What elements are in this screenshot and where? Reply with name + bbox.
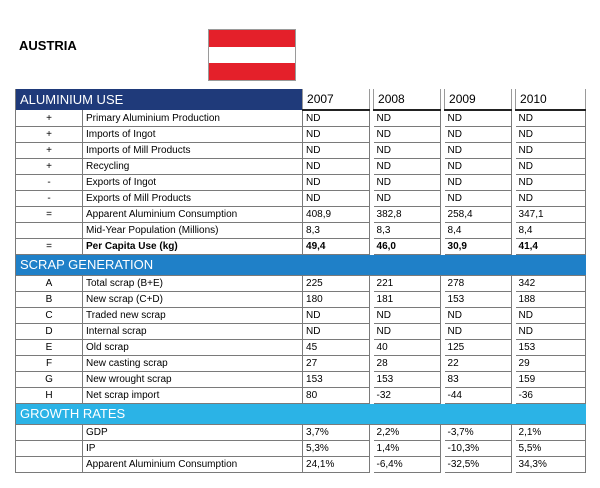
- row-label: Total scrap (B+E): [83, 276, 303, 292]
- value-cell: 225: [303, 276, 370, 292]
- value-cell: 5,5%: [516, 441, 586, 457]
- value-cell: ND: [445, 308, 512, 324]
- value-cell: 408,9: [303, 207, 370, 223]
- value-cell: ND: [303, 143, 370, 159]
- value-cell: ND: [374, 143, 441, 159]
- value-cell: 46,0: [374, 239, 441, 255]
- table-row: [16, 127, 586, 143]
- row-label: Internal scrap: [83, 324, 303, 340]
- row-label: Apparent Aluminium Consumption: [83, 457, 303, 473]
- value-cell: ND: [445, 110, 512, 127]
- value-cell: 24,1%: [303, 457, 370, 473]
- row-symbol: A: [16, 276, 83, 292]
- value-cell: 347,1: [516, 207, 586, 223]
- row-label: Net scrap import: [83, 388, 303, 404]
- row-label: Exports of Mill Products: [83, 191, 303, 207]
- row-label: Old scrap: [83, 340, 303, 356]
- value-cell: ND: [516, 159, 586, 175]
- value-cell: ND: [516, 143, 586, 159]
- value-cell: 2,1%: [516, 425, 586, 441]
- value-cell: 45: [303, 340, 370, 356]
- row-label: Traded new scrap: [83, 308, 303, 324]
- table-row: [16, 356, 586, 372]
- value-cell: 278: [445, 276, 512, 292]
- row-symbol: D: [16, 324, 83, 340]
- value-cell: 28: [374, 356, 441, 372]
- value-cell: 159: [516, 372, 586, 388]
- value-cell: 125: [445, 340, 512, 356]
- value-cell: -3,7%: [445, 425, 512, 441]
- value-cell: ND: [303, 127, 370, 143]
- value-cell: 1,4%: [374, 441, 441, 457]
- value-cell: ND: [516, 308, 586, 324]
- value-cell: ND: [374, 324, 441, 340]
- row-label: Apparent Aluminium Consumption: [83, 207, 303, 223]
- table-row: [16, 175, 586, 191]
- value-cell: 49,4: [303, 239, 370, 255]
- value-cell: 41,4: [516, 239, 586, 255]
- austria-flag-icon: [208, 29, 296, 81]
- row-label: New scrap (C+D): [83, 292, 303, 308]
- table-row: [16, 276, 586, 292]
- section-title: GROWTH RATES: [16, 404, 586, 425]
- value-cell: 27: [303, 356, 370, 372]
- value-cell: 2,2%: [374, 425, 441, 441]
- value-cell: 153: [445, 292, 512, 308]
- value-cell: 3,7%: [303, 425, 370, 441]
- year-header: 2009: [445, 89, 512, 110]
- row-label: Primary Aluminium Production: [83, 110, 303, 127]
- row-symbol: +: [16, 127, 83, 143]
- scrap-generation-header: [16, 255, 586, 276]
- row-label: Per Capita Use (kg): [83, 239, 303, 255]
- value-cell: 30,9: [445, 239, 512, 255]
- aluminium-table: [15, 89, 586, 473]
- table-row: [16, 372, 586, 388]
- value-cell: ND: [374, 127, 441, 143]
- value-cell: ND: [303, 191, 370, 207]
- value-cell: ND: [374, 159, 441, 175]
- value-cell: 342: [516, 276, 586, 292]
- value-cell: 258,4: [445, 207, 512, 223]
- row-symbol: B: [16, 292, 83, 308]
- value-cell: ND: [374, 175, 441, 191]
- value-cell: ND: [303, 159, 370, 175]
- table-row: [16, 324, 586, 340]
- value-cell: ND: [445, 127, 512, 143]
- value-cell: 22: [445, 356, 512, 372]
- table-row: [16, 143, 586, 159]
- section-title: SCRAP GENERATION: [16, 255, 586, 276]
- row-label: Imports of Mill Products: [83, 143, 303, 159]
- table-row: [16, 207, 586, 223]
- row-label: New casting scrap: [83, 356, 303, 372]
- table-row: [16, 425, 586, 441]
- value-cell: 34,3%: [516, 457, 586, 473]
- value-cell: ND: [303, 175, 370, 191]
- value-cell: ND: [445, 143, 512, 159]
- row-symbol: H: [16, 388, 83, 404]
- row-label: GDP: [83, 425, 303, 441]
- value-cell: 8,4: [445, 223, 512, 239]
- row-symbol: =: [16, 239, 83, 255]
- value-cell: -6,4%: [374, 457, 441, 473]
- row-symbol: -: [16, 175, 83, 191]
- value-cell: ND: [374, 191, 441, 207]
- value-cell: 29: [516, 356, 586, 372]
- value-cell: ND: [445, 324, 512, 340]
- value-cell: ND: [516, 175, 586, 191]
- row-symbol: [16, 457, 83, 473]
- value-cell: -10,3%: [445, 441, 512, 457]
- value-cell: ND: [516, 191, 586, 207]
- row-symbol: C: [16, 308, 83, 324]
- value-cell: 181: [374, 292, 441, 308]
- row-symbol: [16, 425, 83, 441]
- value-cell: 8,3: [303, 223, 370, 239]
- table-row: [16, 110, 586, 127]
- table-row: [16, 308, 586, 324]
- table-row: [16, 159, 586, 175]
- row-label: Recycling: [83, 159, 303, 175]
- value-cell: ND: [374, 308, 441, 324]
- row-label: Imports of Ingot: [83, 127, 303, 143]
- value-cell: 153: [516, 340, 586, 356]
- value-cell: ND: [445, 191, 512, 207]
- value-cell: 83: [445, 372, 512, 388]
- table-row: [16, 239, 586, 255]
- value-cell: 40: [374, 340, 441, 356]
- value-cell: ND: [516, 324, 586, 340]
- section-title-aluminium-use: ALUMINIUM USE: [16, 89, 303, 110]
- growth-rates-header: [16, 404, 586, 425]
- row-label: IP: [83, 441, 303, 457]
- aluminium-use-header: [16, 89, 586, 110]
- year-header: 2008: [374, 89, 441, 110]
- row-label: Exports of Ingot: [83, 175, 303, 191]
- table-row: [16, 457, 586, 473]
- value-cell: ND: [516, 110, 586, 127]
- value-cell: 80: [303, 388, 370, 404]
- value-cell: 221: [374, 276, 441, 292]
- row-symbol: +: [16, 143, 83, 159]
- value-cell: ND: [374, 110, 441, 127]
- table-row: [16, 340, 586, 356]
- value-cell: 382,8: [374, 207, 441, 223]
- row-symbol: +: [16, 110, 83, 127]
- value-cell: ND: [445, 159, 512, 175]
- value-cell: -44: [445, 388, 512, 404]
- row-symbol: E: [16, 340, 83, 356]
- table-row: [16, 223, 586, 239]
- value-cell: 8,3: [374, 223, 441, 239]
- row-symbol: G: [16, 372, 83, 388]
- value-cell: 8,4: [516, 223, 586, 239]
- row-symbol: [16, 223, 83, 239]
- value-cell: ND: [303, 324, 370, 340]
- value-cell: 5,3%: [303, 441, 370, 457]
- table-row: [16, 292, 586, 308]
- row-label: New wrought scrap: [83, 372, 303, 388]
- row-symbol: =: [16, 207, 83, 223]
- value-cell: ND: [303, 308, 370, 324]
- year-header: 2007: [303, 89, 370, 110]
- value-cell: 188: [516, 292, 586, 308]
- value-cell: 180: [303, 292, 370, 308]
- value-cell: -32,5%: [445, 457, 512, 473]
- row-symbol: -: [16, 191, 83, 207]
- row-symbol: [16, 441, 83, 457]
- value-cell: ND: [445, 175, 512, 191]
- value-cell: -32: [374, 388, 441, 404]
- value-cell: -36: [516, 388, 586, 404]
- row-label: Mid-Year Population (Millions): [83, 223, 303, 239]
- row-symbol: F: [16, 356, 83, 372]
- country-title: AUSTRIA: [19, 38, 77, 53]
- table-row: [16, 191, 586, 207]
- value-cell: ND: [516, 127, 586, 143]
- value-cell: 153: [374, 372, 441, 388]
- year-header: 2010: [516, 89, 586, 110]
- table-row: [16, 441, 586, 457]
- row-symbol: +: [16, 159, 83, 175]
- value-cell: 153: [303, 372, 370, 388]
- value-cell: ND: [303, 110, 370, 127]
- table-row: [16, 388, 586, 404]
